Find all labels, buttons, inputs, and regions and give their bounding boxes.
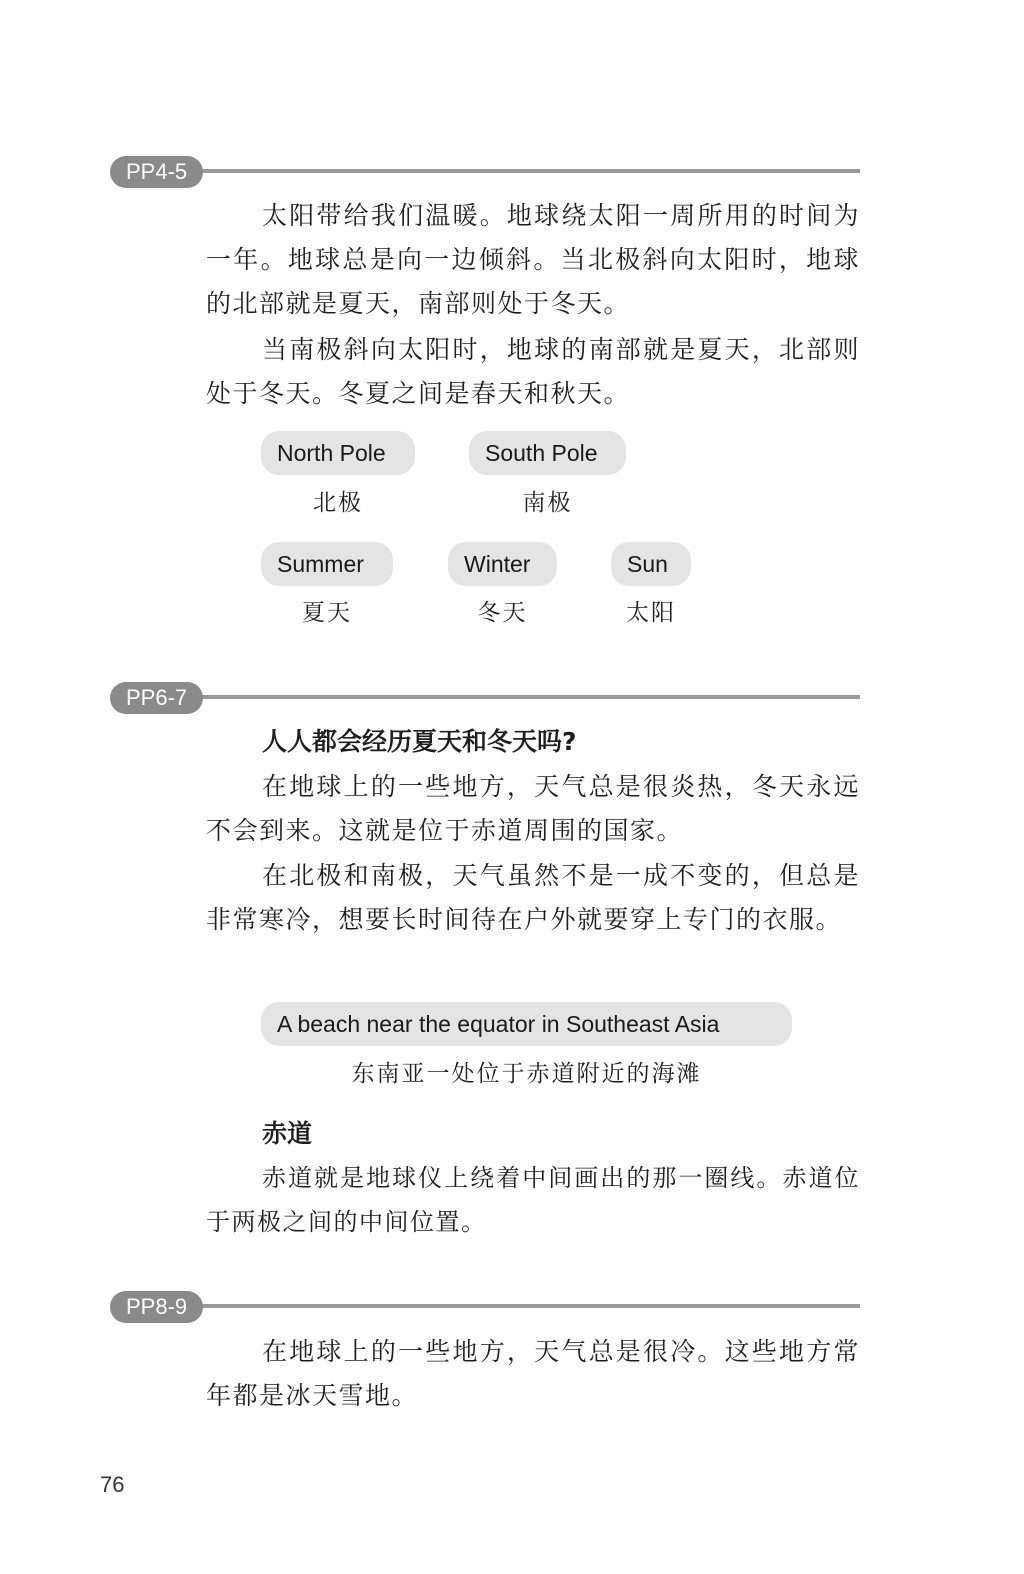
glossary-definition: 赤道就是地球仪上绕着中间画出的那一圈线。赤道位于两极之间的中间位置。 [206,1164,860,1236]
section-tag: PP4-5 [110,156,203,188]
term-label-en: Winter [448,542,557,586]
section-tag: PP6-7 [110,682,203,714]
term-label-en: Summer [261,542,393,586]
paragraph: 太阳带给我们温暖。地球绕太阳一周所用的时间为一年。地球总是向一边倾斜。当北极斜向太阳时，地球的北部就是夏天，南部则处于冬天。 [206,201,860,318]
term-label-zh: 太阳 [626,600,676,626]
term-label-zh: 北极 [313,490,363,516]
section-divider [190,169,860,173]
image-caption-zh: 东南亚一处位于赤道附近的海滩 [351,1061,702,1087]
term-label-zh: 夏天 [302,600,352,626]
term-label-en: North Pole [261,431,415,475]
image-caption-en: A beach near the equator in Southeast Asia [261,1002,792,1046]
glossary-term: 赤道 [262,1119,313,1148]
term-label-zh: 冬天 [477,600,528,626]
term-label-zh: 南极 [522,490,573,516]
paragraph: 在北极和南极，天气虽然不是一成不变的，但总是非常寒冷，想要长时间待在户外就要穿上专门的衣服。 [206,861,860,934]
paragraph: 在地球上的一些地方，天气总是很冷。这些地方常年都是冰天雪地。 [206,1337,860,1410]
question-heading: 人人都会经历夏天和冬天吗? [262,727,577,756]
section-divider [190,695,860,699]
paragraph: 在地球上的一些地方，天气总是很炎热，冬天永远不会到来。这就是位于赤道周围的国家。 [206,772,860,845]
section-divider [190,1304,860,1308]
term-label-en: South Pole [469,431,626,475]
term-label-en: Sun [611,542,691,586]
section-tag: PP8-9 [110,1291,203,1323]
paragraph: 当南极斜向太阳时，地球的南部就是夏天，北部则处于冬天。冬夏之间是春天和秋天。 [206,335,860,408]
page-number: 76 [100,1472,125,1497]
